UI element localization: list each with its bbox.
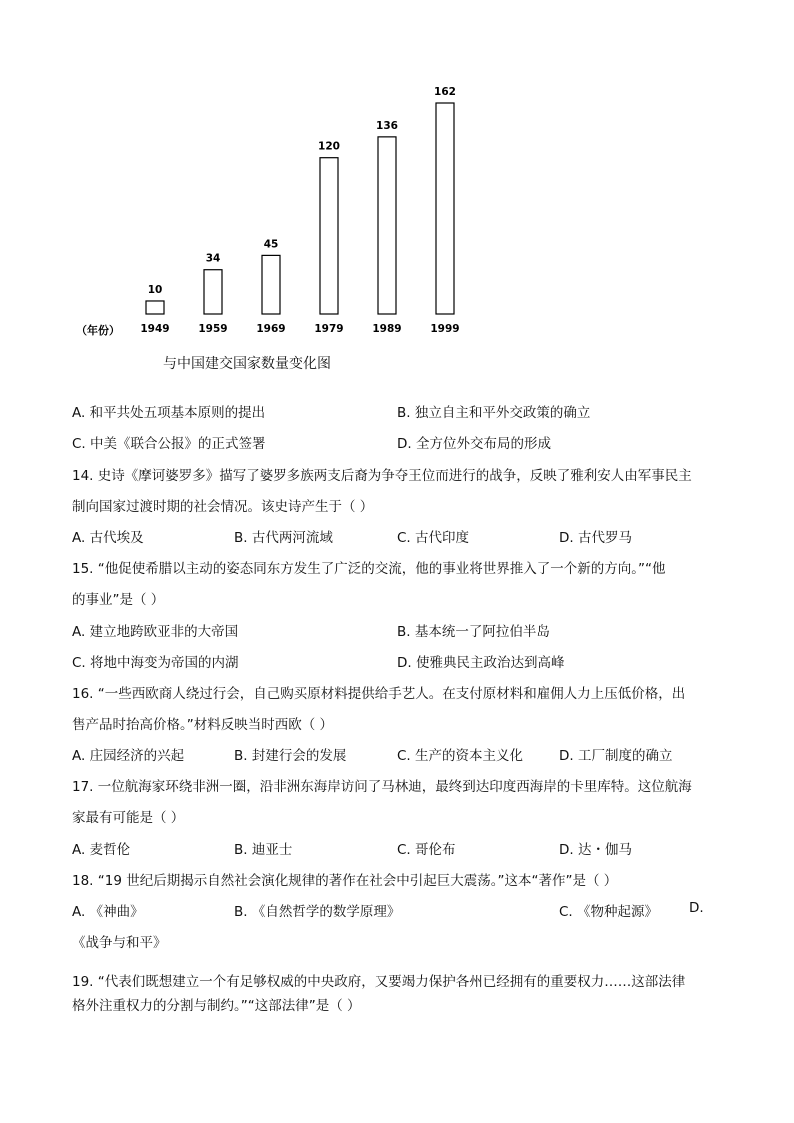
data-label-1969: 45 [263,238,279,251]
q14-option-a[interactable]: A. 古代埃及 [72,530,144,546]
q15-option-c[interactable]: C. 将地中海变为帝国的内湖 [72,655,239,671]
q18-option-a[interactable]: A. 《神曲》 [72,904,144,920]
q17-option-a[interactable]: A. 麦哲伦 [72,842,131,858]
q16-option-a[interactable]: A. 庄园经济的兴起 [72,748,185,764]
bar-1959 [204,270,222,314]
q15-option-b[interactable]: B. 基本统一了阿拉伯半岛 [397,624,550,640]
q19-stem-line1: 19. “代表们既想建立一个有足够权威的中央政府，又要竭力保护各州已经拥有的重要权力……这部法律 [72,974,686,990]
q14-stem-line1: 14. 史诗《摩诃婆罗多》描写了婆罗多族两支后裔为争夺王位而进行的战争，反映了雅利安人由军事民主 [72,468,692,484]
q17-option-b[interactable]: B. 迪亚士 [234,842,293,858]
q15-stem-line1: 15. “他促使希腊以主动的姿态同东方发生了广泛的交流，他的事业将世界推入了一个新的方向。”“他 [72,561,666,577]
q14-option-b[interactable]: B. 古代两河流域 [234,530,333,546]
bar-1949 [146,301,164,314]
x-tick-1969: 1969 [256,323,286,335]
q17-option-c[interactable]: C. 哥伦布 [397,842,456,858]
bar-1999 [436,103,454,314]
q18-stem-line1: 18. “19 世纪后期揭示自然社会演化规律的著作在社会中引起巨大震荡。”这本“著作”是（ ） [72,873,618,889]
q13-option-b[interactable]: B. 独立自主和平外交政策的确立 [397,405,591,421]
data-label-1989: 136 [376,119,398,132]
x-axis-unit-label: （年份） [76,324,120,337]
q16-option-c[interactable]: C. 生产的资本主义化 [397,748,524,764]
q15-option-a[interactable]: A. 建立地跨欧亚非的大帝国 [72,624,239,640]
q17-stem-line1: 17. 一位航海家环绕非洲一圈，沿非洲东海岸访问了马林迪，最终到达印度西海岸的卡里库特。这位航海 [72,779,692,795]
bar-1979 [320,158,338,314]
q19-stem-line2: 格外注重权力的分割与制约。”“这部法律”是（ ） [72,998,361,1014]
data-label-1949: 10 [147,283,163,296]
q17-stem-line2: 家最有可能是（ ） [72,810,185,826]
chart-title: 与中国建交国家数量变化图 [163,356,331,372]
q18-option-b[interactable]: B. 《自然哲学的数学原理》 [234,904,401,920]
q18-option-d-letter[interactable]: D. [689,900,704,916]
x-tick-1949: 1949 [140,323,170,335]
q18-option-c[interactable]: C. 《物种起源》 [559,904,659,920]
q14-option-c[interactable]: C. 古代印度 [397,530,470,546]
q14-option-d[interactable]: D. 古代罗马 [559,530,632,546]
q13-option-d[interactable]: D. 全方位外交布局的形成 [397,436,551,452]
x-tick-1999: 1999 [430,323,460,335]
q14-stem-line2: 制向国家过渡时期的社会情况。该史诗产生于（ ） [72,499,374,515]
q16-stem-line1: 16. “一些西欧商人绕过行会，自己购买原材料提供给手艺人。在支付原材料和雇佣人力上压低价格，出 [72,686,686,702]
data-label-1959: 34 [205,252,221,265]
data-label-1979: 120 [318,140,340,153]
q16-option-d[interactable]: D. 工厂制度的确立 [559,748,673,764]
chart-svg [60,75,490,350]
x-tick-1959: 1959 [198,323,228,335]
q15-option-d[interactable]: D. 使雅典民主政治达到高峰 [397,655,565,671]
q16-option-b[interactable]: B. 封建行会的发展 [234,748,347,764]
q17-option-d[interactable]: D. 达・伽马 [559,842,632,858]
bar-1969 [262,255,280,314]
x-tick-1989: 1989 [372,323,402,335]
q16-stem-line2: 售产品时抬高价格。”材料反映当时西欧（ ） [72,717,334,733]
q18-option-d-text[interactable]: 《战争与和平》 [72,935,167,951]
x-tick-1979: 1979 [314,323,344,335]
bar-1989 [378,137,396,314]
bar-chart [60,75,490,350]
q15-stem-line2: 的事业”是（ ） [72,592,165,608]
data-label-1999: 162 [434,86,456,98]
q13-option-c[interactable]: C. 中美《联合公报》的正式签署 [72,436,266,452]
q13-option-a[interactable]: A. 和平共处五项基本原则的提出 [72,405,266,421]
